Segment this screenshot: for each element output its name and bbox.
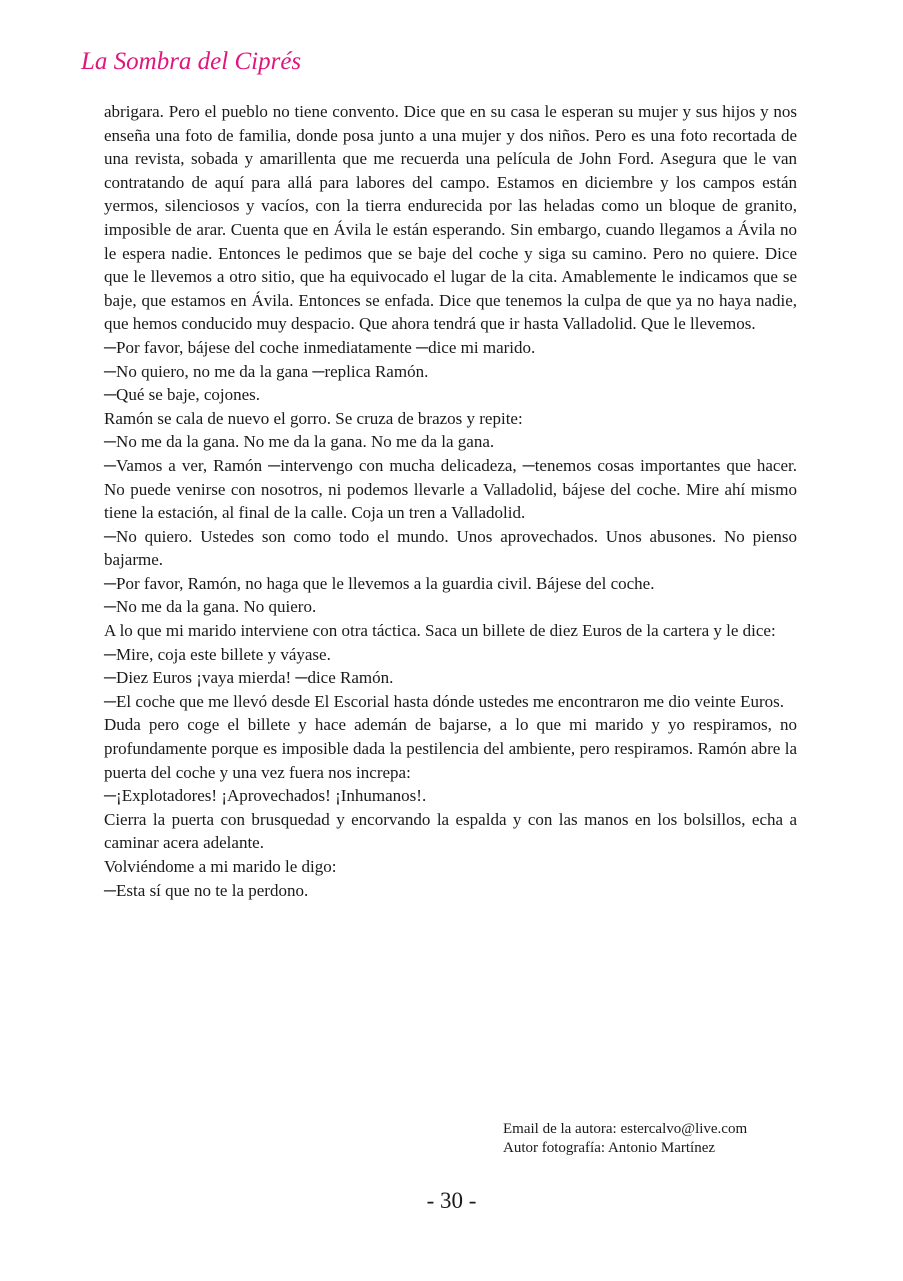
paragraph: Duda pero coge el billete y hace ademán de bajarse, a lo que mi marido y yo respiramos, no profundamente porque es imposible dada la pestilencia del ambiente, pero respiramos. Ramón abre la puerta del coche y una vez fuera nos increpa: (104, 715, 797, 782)
paragraph: ─No quiero. Ustedes son como todo el mundo. Unos aprovechados. Unos abusones. No pienso bajarme. (104, 526, 797, 570)
paragraph: ─Por favor, bájese del coche inmediatamente ─dice mi marido. (104, 337, 536, 357)
paragraph: ─Esta sí que no te la perdono. (104, 880, 309, 900)
paragraph: ─¡Explotadores! ¡Aprovechados! ¡Inhumanos!. (104, 786, 427, 806)
paragraph: ─Qué se baje, cojones. (104, 385, 261, 405)
paragraph: Volviéndome a mi marido le digo: (104, 857, 337, 876)
footer-credits (503, 1120, 747, 1158)
paragraph: abrigara. Pero el pueblo no tiene convento. Dice que en su casa le esperan su mujer y sus hijos y nos enseña una foto de familia, donde posa junto a una mujer y dos niños. Pero es una foto recortada de una revista, sobada y amarillenta que me recuerda una película de John Ford. Asegura que le van contratando de aquí para allá para labores del campo. Estamos en diciembre y los campos están yermos, silenciosos y vacíos, con la tierra endurecida por las heladas como un bloque de granito, imposible de arar. Cuenta que en Ávila le están esperando. Sin embargo, cuando llegamos a Ávila no le espera nadie. Entonces le pedimos que se baje del coche y siga su camino. Pero no quiere. Dice que le llevemos a otro sitio, que ha equivocado el lugar de la cita. Amablemente le indicamos que se baje, que estamos en Ávila. Entonces se enfada. Dice que tenemos la culpa de que ya no haya nadie, que hemos conducido muy despacio. Que ahora tendrá que ir hasta Valladolid. Que le llevemos. (104, 102, 797, 334)
paragraph: Ramón se cala de nuevo el gorro. Se cruza de brazos y repite: (104, 408, 523, 428)
photo-credit: Autor fotografía: Antonio Martínez (503, 1140, 716, 1156)
running-header-title: La Sombra del Ciprés (81, 48, 302, 75)
paragraph: ─Mire, coja este billete y váyase. (104, 644, 331, 664)
paragraph: ─El coche que me llevó desde El Escorial hasta dónde ustedes me encontraron me dio veinte Euros. (104, 691, 785, 711)
paragraph: ─Diez Euros ¡vaya mierda! ─dice Ramón. (104, 668, 394, 688)
paragraph: Cierra la puerta con brusquedad y encorvando la espalda y con las manos en los bolsillos, echa a caminar acera adelante. (104, 809, 797, 853)
paragraph: ─No me da la gana. No me da la gana. No me da la gana. (104, 432, 495, 452)
paragraph: ─Por favor, Ramón, no haga que le llevemos a la guardia civil. Bájese del coche. (104, 573, 655, 593)
author-email: Email de la autora: estercalvo@live.com (503, 1121, 748, 1137)
body-text (104, 100, 797, 902)
paragraph: ─No quiero, no me da la gana ─replica Ramón. (104, 361, 429, 381)
paragraph: ─Vamos a ver, Ramón ─intervengo con mucha delicadeza, ─tenemos cosas importantes que hacer. No puede venirse con nosotros, ni podemos llevarle a Valladolid, bájese del coche. Mire ahí mismo tiene la estación, al final de la calle. Coja un tren a Valladolid. (104, 455, 797, 523)
page-number: - 30 - (426, 1188, 477, 1213)
paragraph: ─No me da la gana. No quiero. (104, 597, 317, 617)
paragraph: A lo que mi marido interviene con otra táctica. Saca un billete de diez Euros de la cartera y le dice: (104, 621, 776, 641)
